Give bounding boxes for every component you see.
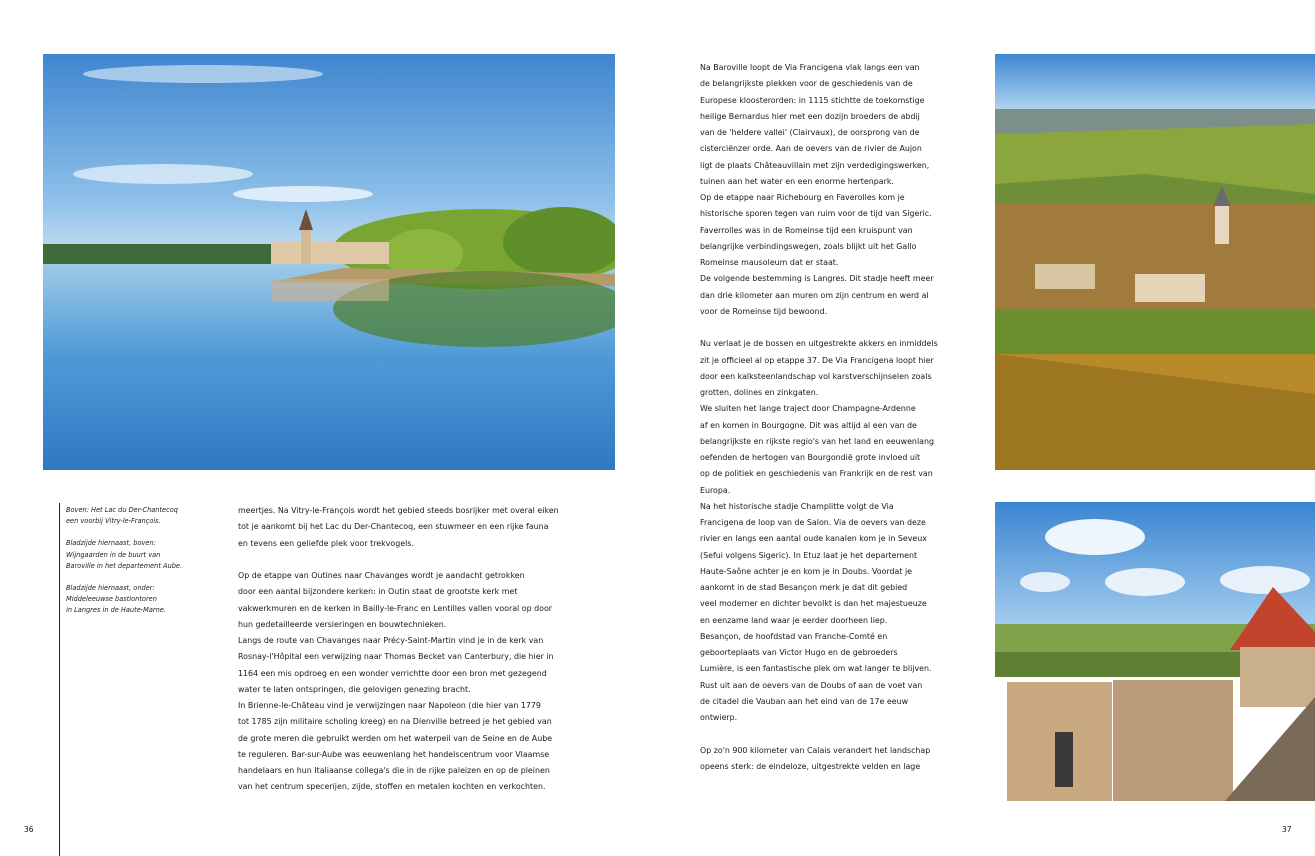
caption-right-top: Bladzijde hiernaast, boven: Wijngaarden in de buurt van Baroville in het departement Aube.	[66, 539, 183, 570]
paragraph: meertjes. Na Vitry-le-François wordt het gebied steeds bosrijker met overal eiken tot je aankomt bij het Lac du Der-Chantecoq, een stuwmeer en een rijke fauna en tevens een geliefde plek voor trekvogels.	[238, 506, 559, 548]
page-number-right: 37	[1282, 825, 1292, 834]
page-number-left: 36	[24, 825, 34, 834]
body-text-right	[700, 60, 975, 775]
paragraph: Op de etappe van Outines naar Chavanges wordt je aandacht getrokken door een aantal bijzondere kerken: in Outin staat de grootste kerk met vakwerkmuren en de kerken in Bailly-le-Franc en Lentilles vallen vooral op door hun gedetailleerde versieringen en bouwtechnieken. Langs de route van Chavanges naar Précy-Saint-Martin vind je in de kerk van Rosnay-l'Hôpital een verwijzing naar Thomas Becket van Canterbury, die hier in 1164 een mis opdroeg en een wonder verrichtte door een bron met gezegend water te laten ontspringen, die gelovigen genezing bracht. In Brienne-le-Château vind je verwijzingen naar Napoleon (die hier van 1779 tot 1785 zijn militaire scholing kreeg) en na Dienville betreed je het gebied van de grote meren die gebruikt werden om het waterpeil van de Seine en de Aube te reguleren. Bar-sur-Aube was eeuwenlang het handelscentrum voor Vlaamse handelaars en hun Italiaanse collega's die in de rijke paleizen en op de pleinen van het centrum specerijen, zijde, stoffen en metalen kochten en verkochten.	[238, 571, 554, 792]
photo-vineyards-baroville	[995, 54, 1315, 470]
caption-right-bottom: Bladzijde hiernaast, onder: Middeleeuwse bastiontoren in Langres in de Haute-Marne.	[66, 584, 166, 615]
paragraph: Op zo'n 900 kilometer van Calais verandert het landschap opeens sterk: de eindeloze, uitgestrekte velden en lage	[700, 745, 931, 771]
paragraph: Nu verlaat je de bossen en uitgestrekte akkers en inmiddels zit je officieel al op etappe 37. De Via Francigena loopt hier door een kalksteenlandschap vol karstverschijnselen zoals grotten, dolines en zinkgaten. We sluiten het lange traject door Champagne-Ardenne af en komen in Bourgogne. Dit was altijd al een van de belangrijkste en rijkste regio's van het land en eeuwenlang oefenden de hertogen van Bourgondië grote invloed uit op de politiek en geschiedenis van Frankrijk en de rest van Europa. Na het historische stadje Champlitte volgt de Via Francigena de loop van de Salon. Via de oevers van deze rivier en langs een aantal oude kanalen kom je in Seveux (Sefui volgens Sigeric). In Etuz laat je het departement Haute-Saône achter je en kom je in Doubs. Voordat je aankomt in de stad Besançon merk je dat dit gebied veel moderner en dichter bevolkt is dan het majestueuze en eenzame land waar je eerder doorheen liep. Besançon, de hoofdstad van Franche-Comté en geboorteplaats van Victor Hugo en de gebroeders Lumière, is een fantastische plek om wat langer te blijven. Rust uit aan de oevers van de Doubs of aan de voet van de citadel die Vauban aan het eind van de 17e eeuw ontwierp.	[700, 339, 938, 722]
photo-captions	[66, 505, 206, 628]
body-text-left	[238, 503, 613, 796]
photo-lac-du-der-chantecoq	[43, 54, 615, 470]
vineyard-illustration	[995, 54, 1315, 470]
paragraph: Na Baroville loopt de Via Francigena vlak langs een van de belangrijkste plekken voor de geschiedenis van de Europese kloosterorden: in 1115 stichtte de toekomstige heilige Bernardus hier met een dozijn broeders de abdij van de 'heldere vallei' (Clairvaux), de oorsprong van de cisterciënzer orde. Aan de oevers van de rivier de Aujon ligt de plaats Châteauvillain met zijn verdedigingswerken, tuinen aan het water en een enorme hertenpark. Op de etappe naar Richebourg en Faverolles kom je historische sporen tegen van ruim voor de tijd van Sigeric. Faverrolles was in de Romeinse tijd een kruispunt van belangrijke verbindingswegen, zoals blijkt uit het Gallo Romeinse mausoleum dat er staat. De volgende bestemming is Langres. Dit stadje heeft meer dan drie kilometer aan muren om zijn centrum en werd al voor de Romeinse tijd bewoond.	[700, 63, 934, 316]
lake-illustration	[43, 54, 615, 470]
margin-rule	[59, 503, 60, 856]
caption-top: Boven: Het Lac du Der-Chantecoq een voorbij Vitry-le-François.	[66, 506, 178, 526]
photo-bastion-langres	[995, 502, 1315, 801]
bastion-illustration	[995, 502, 1315, 801]
